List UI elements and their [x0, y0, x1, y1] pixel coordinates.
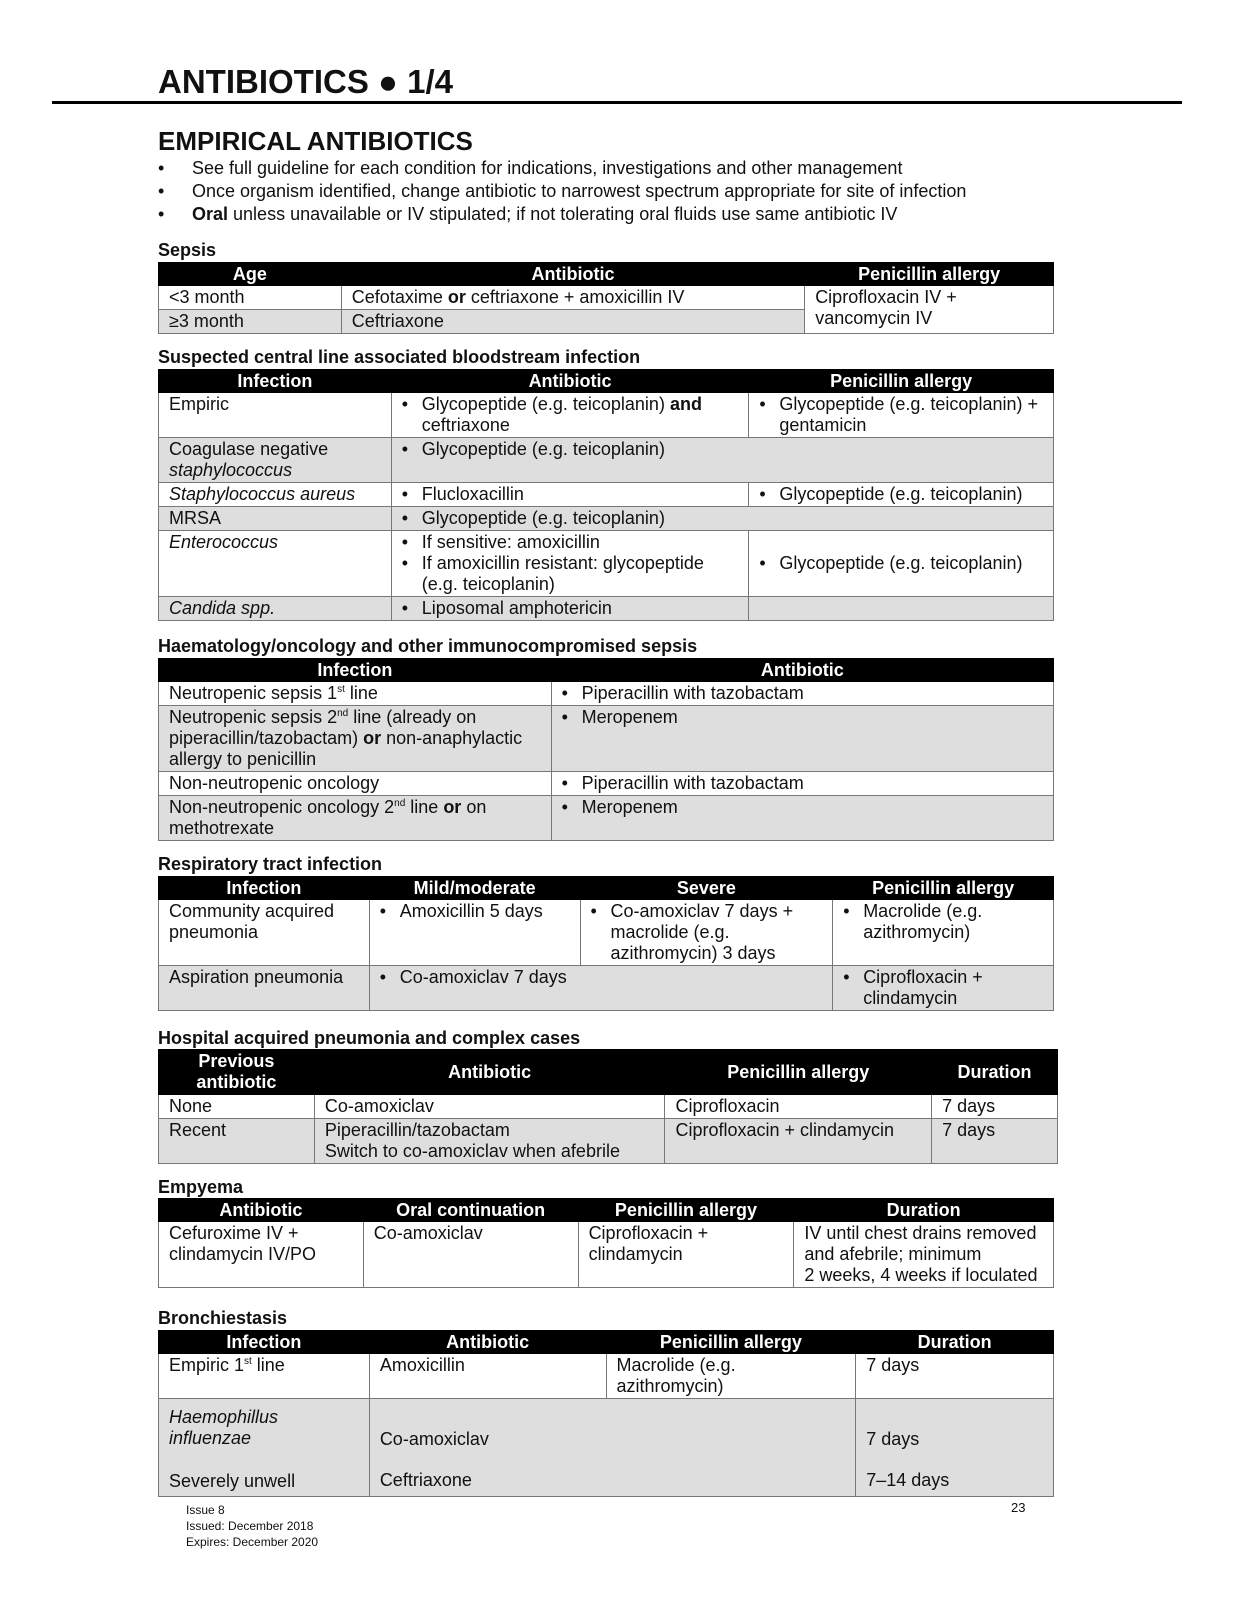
- respiratory-table: [158, 876, 1054, 1011]
- column-header: Penicillin allergy: [606, 1331, 856, 1354]
- age-cell: <3 month: [159, 286, 342, 310]
- ordinal-suffix: nd: [337, 708, 349, 719]
- infection-cell: Community acquired pneumonia: [159, 900, 370, 966]
- text: non-anaphylactic allergy to penicillin: [169, 728, 523, 769]
- antibiotic-cell: [551, 772, 1053, 796]
- text: Non-neutropenic oncology 2: [169, 797, 395, 817]
- intro-bullet: [158, 203, 966, 226]
- allergy-cell: [749, 393, 1054, 438]
- table-row: [159, 1399, 1054, 1497]
- infection-cell: Aspiration pneumonia: [159, 966, 370, 1011]
- bullet-item: • Co-amoxiclav 7 days + macrolide (e.g. azithromycin) 3 days: [611, 901, 823, 964]
- table-header-row: [159, 370, 1054, 393]
- column-header: Penicillin allergy: [665, 1050, 932, 1095]
- text: line: [344, 683, 378, 703]
- column-header: Infection: [159, 1331, 370, 1354]
- bullet-item: • Piperacillin with tazobactam: [582, 773, 1043, 794]
- infection-cell: Empiric: [159, 393, 392, 438]
- page-title: ANTIBIOTICS ● 1/4: [158, 63, 453, 100]
- antibiotic-cell: [391, 393, 749, 438]
- title-rule: [52, 101, 1182, 104]
- haematology-title: Haematology/oncology and other immunocompromised sepsis: [158, 636, 698, 656]
- antibiotic-cell: [391, 483, 749, 507]
- infection-cell: MRSA: [159, 507, 392, 531]
- allergy-cell: Ciprofloxacin IV + vancomycin IV: [805, 286, 1054, 334]
- issued-date: Issued: December 2018: [186, 1519, 314, 1533]
- allergy-cell: Ciprofloxacin: [665, 1095, 932, 1119]
- infection-cell: [159, 531, 392, 597]
- allergy-cell: [749, 531, 1054, 597]
- antibiotic-cell: Cefuroxime IV + clindamycin IV/PO: [159, 1222, 364, 1288]
- hospital-table: [158, 1049, 1058, 1164]
- antibiotic-cell: [391, 531, 749, 597]
- table-header-row: [159, 1331, 1054, 1354]
- column-header: Mild/moderate: [369, 877, 580, 900]
- text: Coagulase negative: [169, 439, 329, 459]
- text: Piperacillin/tazobactam: [324, 1120, 510, 1140]
- text: line (already on piperacillin/tazobactam): [169, 707, 477, 748]
- column-header: Antibiotic: [551, 659, 1053, 682]
- organism-name: Staphylococcus aureus: [169, 484, 356, 504]
- bullet-item: • Ciprofloxacin + clindamycin: [863, 967, 1043, 1009]
- column-header: Antibiotic: [159, 1199, 364, 1222]
- footer: [186, 1502, 318, 1550]
- treatment-cell: [369, 966, 832, 1011]
- previous-cell: None: [159, 1095, 315, 1119]
- antibiotic-cell: [391, 507, 1053, 531]
- hospital-title: Hospital acquired pneumonia and complex cases: [158, 1028, 581, 1048]
- column-header: Infection: [159, 877, 370, 900]
- antibiotic-cell: [391, 597, 749, 621]
- age-cell: ≥3 month: [159, 310, 342, 334]
- table-row: [159, 286, 1054, 310]
- intro-bullet-text: unless unavailable or IV stipulated; if not tolerating oral fluids use same antibiotic IV: [228, 204, 898, 224]
- organism-name: staphylococcus: [169, 460, 293, 480]
- text: Co-amoxiclav: [379, 1429, 489, 1449]
- intro-bullet: • Once organism identified, change antibiotic to narrowest spectrum appropriate for site of infection: [158, 180, 966, 203]
- antibiotic-cell: [551, 682, 1053, 706]
- antibiotic-cell: [369, 1399, 855, 1497]
- organism-name: Haemophillus influenzae: [169, 1407, 279, 1448]
- table-row: [159, 531, 1054, 597]
- column-header: Antibiotic: [369, 1331, 606, 1354]
- intro-bullets: [158, 157, 966, 226]
- respiratory-title: Respiratory tract infection: [158, 854, 383, 874]
- text: on methotrexate: [169, 797, 487, 838]
- issue-number: Issue 8: [186, 1503, 225, 1517]
- table-row: [159, 507, 1054, 531]
- column-header: Penicillin allergy: [749, 370, 1054, 393]
- infection-cell: [159, 1399, 370, 1497]
- text: line: [251, 1355, 285, 1375]
- bullet-item: • Flucloxacillin: [422, 484, 739, 505]
- mild-cell: [369, 900, 580, 966]
- column-header: Penicillin allergy: [805, 263, 1054, 286]
- text: Ceftriaxone: [379, 1470, 472, 1490]
- antibiotic-cell: [551, 796, 1053, 841]
- haematology-table: [158, 658, 1054, 841]
- table-row: [159, 706, 1054, 772]
- allergy-cell: Ciprofloxacin + clindamycin: [578, 1222, 794, 1288]
- text: Glycopeptide (e.g. teicoplanin): [421, 394, 670, 414]
- column-header: Previous antibiotic: [159, 1050, 315, 1095]
- column-header: Duration: [932, 1050, 1058, 1095]
- central-line-title: Suspected central line associated bloodstream infection: [158, 347, 641, 367]
- emphasis: or: [443, 797, 462, 817]
- bullet-item: • Glycopeptide (e.g. teicoplanin): [779, 484, 1043, 505]
- bullet-item: • Macrolide (e.g. azithromycin): [863, 901, 1043, 943]
- infection-cell: [159, 438, 392, 483]
- bullet-item: • Co-amoxiclav 7 days: [400, 967, 822, 988]
- column-header: Infection: [159, 659, 552, 682]
- text: ceftriaxone: [421, 415, 510, 435]
- bullet-item: • If sensitive: amoxicillin: [422, 532, 739, 553]
- allergy-cell: [833, 966, 1054, 1011]
- bullet-item: • Glycopeptide (e.g. teicoplanin): [779, 553, 1043, 574]
- text: IV until chest drains removed and afebrile; minimum: [804, 1223, 1037, 1264]
- previous-cell: Recent: [159, 1119, 315, 1164]
- page-number: 23: [1011, 1500, 1026, 1515]
- infection-cell: [159, 796, 552, 841]
- emphasis: or: [363, 728, 382, 748]
- text: Switch to co-amoxiclav when afebrile: [324, 1141, 620, 1161]
- bullet-item: • Glycopeptide (e.g. teicoplanin) + gentamicin: [779, 394, 1043, 436]
- infection-cell: [159, 706, 552, 772]
- table-header-row: [159, 1199, 1054, 1222]
- text: 2 weeks, 4 weeks if loculated: [804, 1265, 1038, 1285]
- text: Neutropenic sepsis 1: [169, 683, 338, 703]
- table-row: [159, 966, 1054, 1011]
- duration-cell: [794, 1222, 1054, 1288]
- bullet-item: • Glycopeptide (e.g. teicoplanin): [422, 508, 1043, 529]
- empyema-title: Empyema: [158, 1177, 244, 1197]
- duration-cell: 7 days: [932, 1095, 1058, 1119]
- emphasis: or: [447, 287, 466, 307]
- table-row: [159, 1222, 1054, 1288]
- text: 7–14 days: [866, 1470, 950, 1490]
- table-row: [159, 796, 1054, 841]
- emphasis: and: [669, 394, 702, 414]
- bullet-item: • Amoxicillin 5 days: [400, 901, 570, 922]
- central-line-table: [158, 369, 1054, 621]
- table-row: [159, 597, 1054, 621]
- antibiotic-cell: [391, 438, 1053, 483]
- sepsis-table: [158, 262, 1054, 334]
- bullet-item: • Meropenem: [582, 797, 1043, 818]
- column-header: Antibiotic: [314, 1050, 665, 1095]
- text: Cefotaxime: [351, 287, 448, 307]
- sepsis-title: Sepsis: [158, 240, 217, 260]
- duration-cell: [856, 1399, 1054, 1497]
- column-header: Severe: [580, 877, 833, 900]
- table-row: [159, 1095, 1058, 1119]
- intro-bullet: • See full guideline for each condition for indications, investigations and other management: [158, 157, 966, 180]
- table-row: [159, 1354, 1054, 1399]
- section-title: EMPIRICAL ANTIBIOTICS: [158, 126, 473, 156]
- column-header: Antibiotic: [341, 263, 804, 286]
- infection-cell: [159, 1354, 370, 1399]
- antibiotic-cell: Ceftriaxone: [341, 310, 804, 334]
- infection-cell: [159, 597, 392, 621]
- oral-cell: Co-amoxiclav: [363, 1222, 578, 1288]
- table-row: [159, 1119, 1058, 1164]
- column-header: Age: [159, 263, 342, 286]
- expiry-date: Expires: December 2020: [186, 1535, 319, 1549]
- column-header: Penicillin allergy: [578, 1199, 794, 1222]
- column-header: Infection: [159, 370, 392, 393]
- column-header: Oral continuation: [363, 1199, 578, 1222]
- allergy-cell: [749, 483, 1054, 507]
- duration-cell: 7 days: [932, 1119, 1058, 1164]
- bullet-item: • If amoxicillin resistant: glycopeptide (e.g. teicoplanin): [422, 553, 739, 595]
- severe-cell: [580, 900, 833, 966]
- text: line: [405, 797, 444, 817]
- bronchiectasis-table: [158, 1330, 1054, 1497]
- infection-cell: [159, 682, 552, 706]
- allergy-cell: Ciprofloxacin + clindamycin: [665, 1119, 932, 1164]
- text: Neutropenic sepsis 2: [169, 707, 338, 727]
- bullet-item: • Glycopeptide (e.g. teicoplanin): [422, 439, 1043, 460]
- bullet-item: • Liposomal amphotericin: [422, 598, 739, 619]
- antibiotic-cell: [551, 706, 1053, 772]
- bullet-item: • Meropenem: [582, 707, 1043, 728]
- allergy-cell: [749, 597, 1054, 621]
- allergy-cell: Macrolide (e.g. azithromycin): [606, 1354, 856, 1399]
- column-header: Penicillin allergy: [833, 877, 1054, 900]
- antibiotic-cell: Amoxicillin: [369, 1354, 606, 1399]
- column-header: Duration: [794, 1199, 1054, 1222]
- organism-name: Enterococcus: [169, 532, 279, 552]
- allergy-cell: [833, 900, 1054, 966]
- infection-cell: [159, 483, 392, 507]
- bullet-item: • Piperacillin with tazobactam: [582, 683, 1043, 704]
- table-row: [159, 438, 1054, 483]
- table-row: [159, 682, 1054, 706]
- empyema-table: [158, 1198, 1054, 1288]
- infection-cell: Non-neutropenic oncology: [159, 772, 552, 796]
- duration-cell: 7 days: [856, 1354, 1054, 1399]
- column-header: Duration: [856, 1331, 1054, 1354]
- bronchiectasis-title: Bronchiestasis: [158, 1308, 288, 1328]
- text: 7 days: [866, 1429, 920, 1449]
- organism-name: Candida spp.: [169, 598, 276, 618]
- bullet-item: [422, 394, 739, 436]
- table-row: [159, 393, 1054, 438]
- table-row: [159, 900, 1054, 966]
- text: Severely unwell: [169, 1471, 296, 1491]
- antibiotic-cell: [341, 286, 804, 310]
- ordinal-suffix: st: [337, 684, 345, 695]
- table-header-row: [159, 659, 1054, 682]
- table-header-row: [159, 263, 1054, 286]
- antibiotic-cell: Co-amoxiclav: [314, 1095, 665, 1119]
- ordinal-suffix: nd: [394, 798, 406, 809]
- table-header-row: [159, 877, 1054, 900]
- ordinal-suffix: st: [244, 1356, 252, 1367]
- text: ceftriaxone + amoxicillin IV: [465, 287, 685, 307]
- table-row: [159, 483, 1054, 507]
- column-header: Antibiotic: [391, 370, 749, 393]
- antibiotic-cell: [314, 1119, 665, 1164]
- table-header-row: [159, 1050, 1058, 1095]
- intro-bullet-bold: Oral: [192, 204, 229, 224]
- table-row: [159, 772, 1054, 796]
- text: Empiric 1: [169, 1355, 245, 1375]
